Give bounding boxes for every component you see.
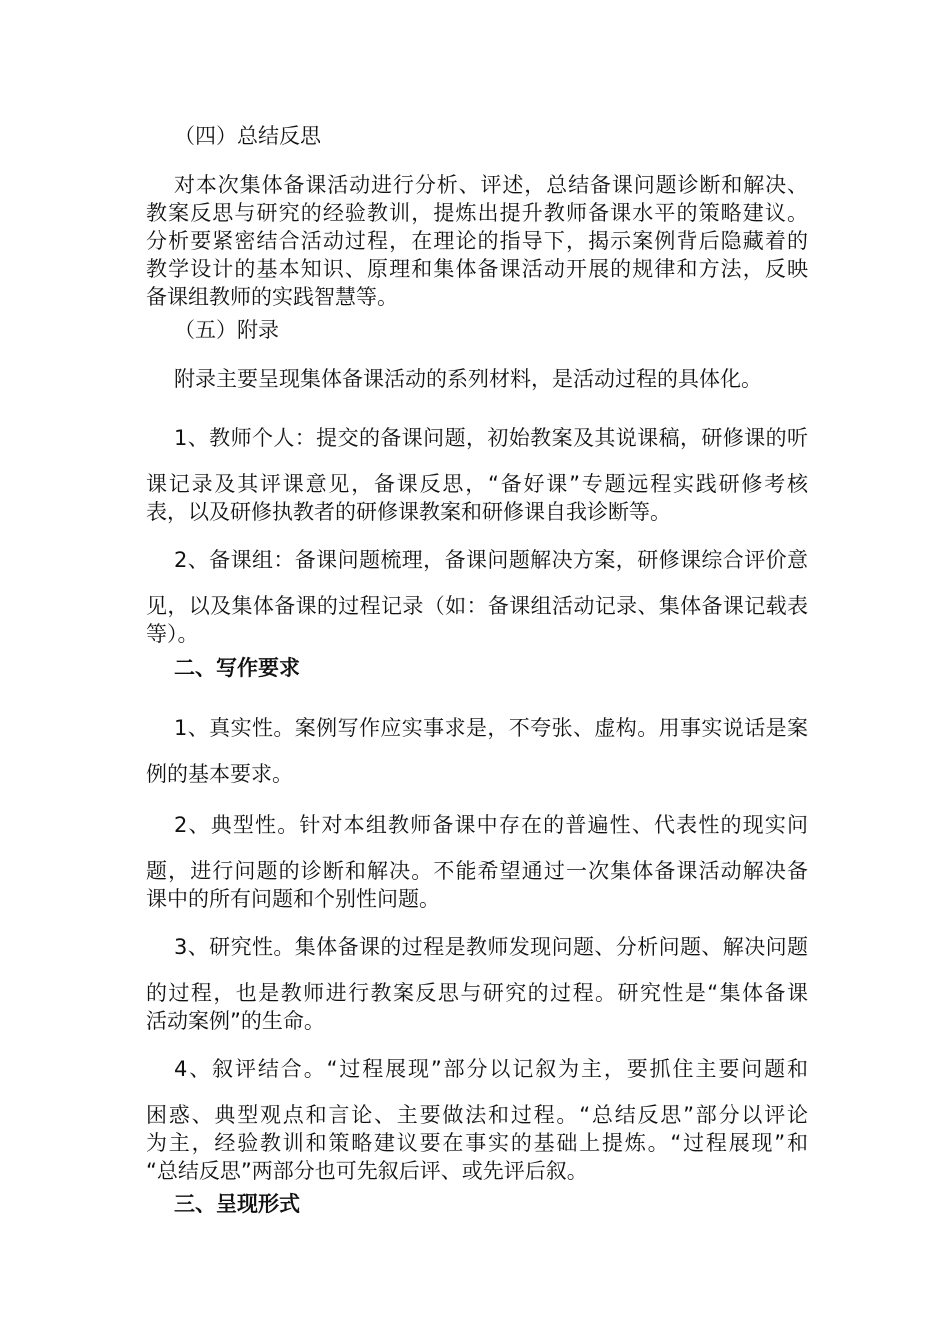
text-line: 2、备课组：备课问题梳理，备课问题解决方案，研修课综合评价意 — [174, 548, 808, 572]
text-line: 1、真实性。案例写作应实事求是，不夸张、虚构。用事实说话是案 — [174, 716, 808, 740]
text-line: 表，以及研修执教者的研修课教案和研修课自我诊断等。 — [146, 500, 671, 524]
paragraph-narrative-commentary — [146, 1055, 808, 1185]
text-line: 4、叙评结合。“过程展现”部分以记叙为主，要抓住主要问题和 — [174, 1057, 808, 1081]
text-line: 对本次集体备课活动进行分析、评述，总结备课问题诊断和解决、 — [174, 173, 808, 197]
text-line: 教案反思与研究的经验教训，提炼出提升教师备课水平的策略建议。 — [146, 201, 808, 225]
text-line: 活动案例”的生命。 — [146, 1009, 325, 1033]
text-line: 教学设计的基本知识、原理和集体备课活动开展的规律和方法，反映 — [146, 257, 808, 281]
text-line: 见，以及集体备课的过程记录（如：备课组活动记录、集体备课记载表 — [146, 594, 808, 618]
text-line: 困惑、典型观点和言论、主要做法和过程。“总结反思”部分以评论 — [146, 1103, 808, 1127]
text-line: 课记录及其评课意见，备课反思，“备好课”专题远程实践研修考核 — [146, 472, 808, 496]
text-line: 3、研究性。集体备课的过程是教师发现问题、分析问题、解决问题 — [174, 935, 808, 959]
text-line: 题，进行问题的诊断和解决。不能希望通过一次集体备课活动解决备 — [146, 859, 808, 883]
section-heading: 二、写作要求 — [174, 656, 300, 680]
paragraph-summary — [146, 171, 808, 311]
text-line: （五）附录 — [174, 318, 279, 342]
heading-presentation-form — [146, 1190, 808, 1218]
paragraph-research — [146, 933, 808, 1035]
text-line: 附录主要呈现集体备课活动的系列材料，是活动过程的具体化。 — [174, 367, 762, 391]
text-line: 分析要紧密结合活动过程，在理论的指导下，揭示案例背后隐藏着的 — [146, 229, 808, 253]
subheading-appendix — [146, 316, 808, 344]
text-line: 等）。 — [146, 622, 199, 646]
text-line: 1、教师个人：提交的备课问题，初始教案及其说课稿，研修课的听 — [174, 426, 808, 450]
text-line: 备课组教师的实践智慧等。 — [146, 285, 398, 309]
text-line: 例的基本要求。 — [146, 762, 293, 786]
subheading-summary-reflection — [146, 122, 808, 150]
paragraph-lesson-group — [146, 546, 808, 648]
text-line: “总结反思”两部分也可先叙后评、或先评后叙。 — [146, 1159, 588, 1183]
text-line: 的过程，也是教师进行教案反思与研究的过程。研究性是“集体备课 — [146, 981, 808, 1005]
text-line: 课中的所有问题和个别性问题。 — [146, 887, 440, 911]
paragraph-typicality — [146, 811, 808, 913]
text-line: 为主，经验教训和策略建议要在事实的基础上提炼。“过程展现”和 — [146, 1131, 808, 1155]
paragraph-teacher-individual — [146, 424, 808, 526]
text-line: 2、典型性。针对本组教师备课中存在的普遍性、代表性的现实问 — [174, 813, 808, 837]
heading-writing-requirements — [146, 654, 808, 682]
paragraph-appendix-intro — [146, 365, 808, 393]
section-heading: 三、呈现形式 — [174, 1192, 300, 1216]
text-line: （四）总结反思 — [174, 124, 321, 148]
paragraph-authenticity — [146, 714, 808, 788]
